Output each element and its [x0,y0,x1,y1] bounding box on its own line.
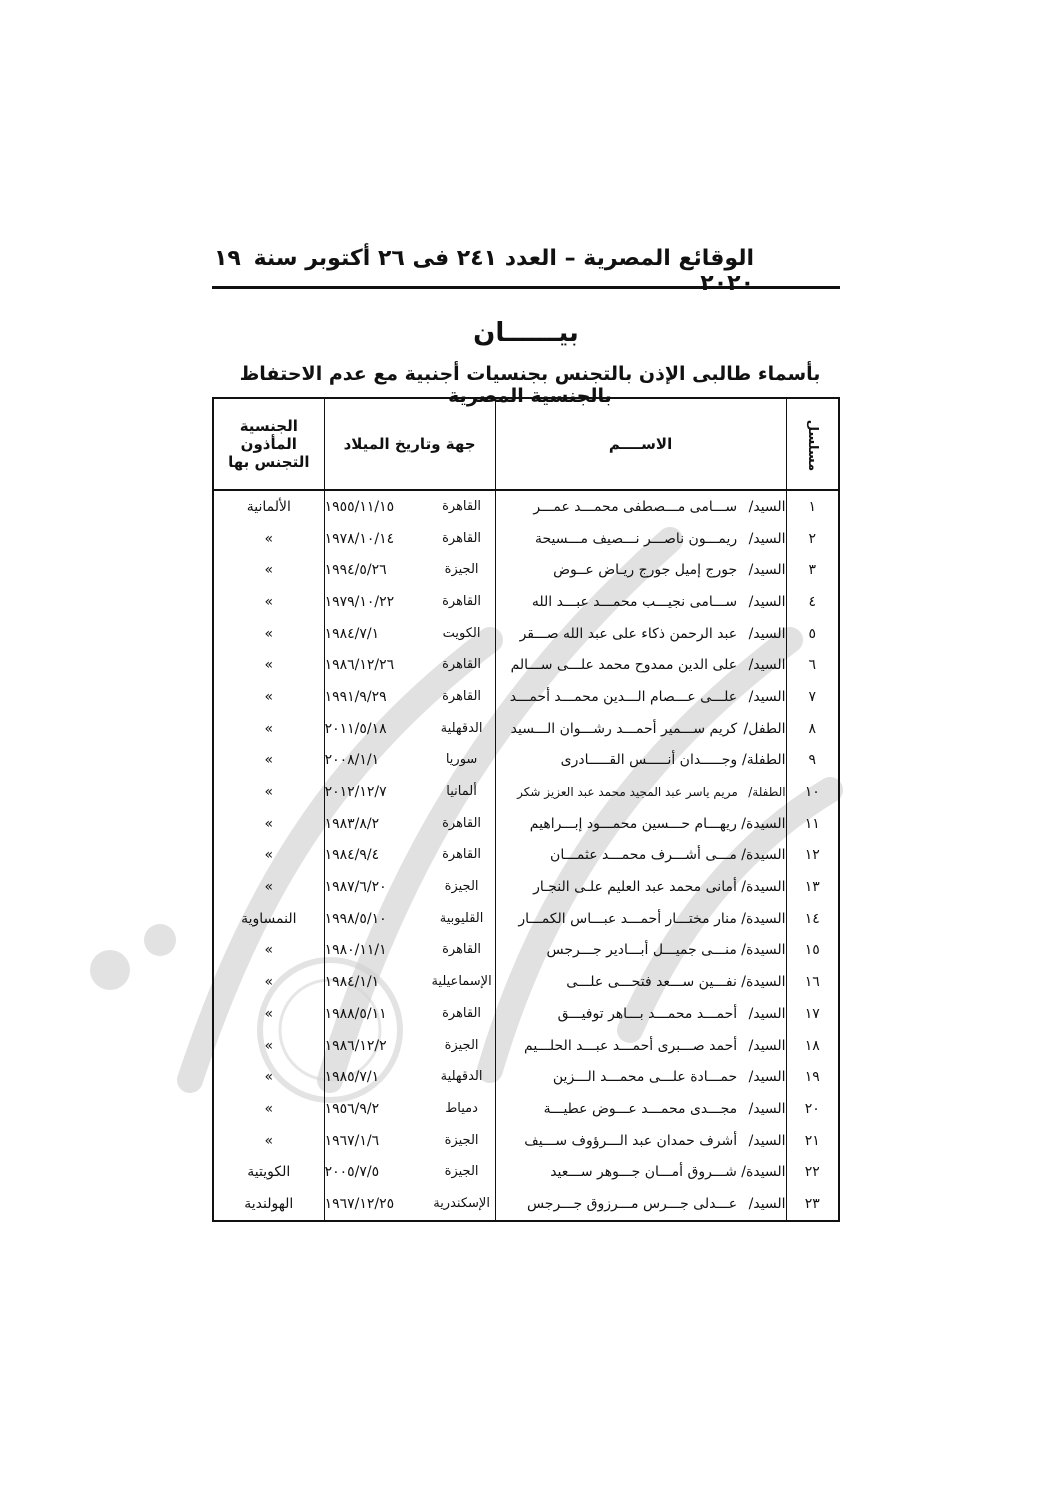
birth-date: ١٩٨٥/٧/١ [324,1069,380,1086]
page-number: ١٩ [214,246,241,271]
nationality-cell: » [264,974,274,991]
birth-date: ٢٠١١/٥/١٨ [324,720,387,737]
birth-date: ١٩٩١/٩/٢٩ [324,688,387,705]
honorific: السيد/ [748,593,786,610]
nationality-cell: » [264,657,274,674]
birth-place: القليوبية [439,910,484,926]
birth-date: ٢٠١٢/١٢/٧ [324,784,387,801]
serial-number: ١٢ [786,840,839,872]
table-row [213,618,839,650]
nationality-cell: » [264,1132,274,1149]
full-name: أمانى محمد عبد العليم علـى النجـار [533,879,737,896]
table-row [213,998,839,1030]
birth-place: القاهرة [442,530,482,546]
birth-cell [324,649,495,681]
full-name: على الدين ممدوح محمد علـــى ســـالم [510,657,738,674]
serial-number: ٩ [786,745,839,777]
birth-cell [324,903,495,935]
name-cell [495,935,786,967]
birth-cell [324,554,495,586]
nationality-cell: » [264,593,274,610]
nationality-cell: الألمانية [246,498,291,515]
nationality-cell: » [264,1069,274,1086]
serial-number: ١٤ [786,903,839,935]
nationality-cell: النمساوية [241,910,297,927]
birth-date: ١٩٨٧/٦/٢٠ [324,879,387,896]
heading-text: بيــــــان [473,318,579,348]
honorific: السيد/ [748,562,786,579]
nationality-cell: الهولندية [244,1195,294,1212]
table-row [213,554,839,586]
name-cell [495,745,786,777]
nationality-cell: » [264,1037,274,1054]
serial-number: ١٨ [786,1030,839,1062]
honorific: السيدة/ [741,847,786,864]
honorific: السيدة/ [741,974,786,991]
nationality-cell: » [264,1005,274,1022]
serial-number: ٦ [786,649,839,681]
serial-number: ٣ [786,554,839,586]
honorific: السيد/ [748,1037,786,1054]
birth-place: الجيزة [444,1132,479,1148]
birth-place: القاهرة [442,593,482,609]
birth-date: ١٩٨٨/٥/١١ [324,1005,387,1022]
birth-date: ١٩٨٤/١/١ [324,974,380,991]
header-nationality-line1: الجنسية المأذون [239,417,298,453]
birth-cell [324,966,495,998]
full-name: جورج إميل جورج ريـاض عــوض [553,562,738,579]
name-cell [495,808,786,840]
birth-date: ١٩٨٠/١١/١ [324,942,387,959]
birth-cell [324,998,495,1030]
birth-date: ١٩٥٥/١١/١٥ [324,498,395,515]
birth-place: دمياط [445,1100,478,1116]
full-name: ســـامى نجيـــب محمـــد عبـــد الله [531,593,738,610]
honorific: السيد/ [748,657,786,674]
table-row [213,523,839,555]
header-name: الاســــم [495,398,786,490]
serial-number: ٨ [786,713,839,745]
birth-cell [324,840,495,872]
table-row [213,681,839,713]
name-cell [495,1093,786,1125]
birth-place: الدقهلية [440,1069,483,1085]
birth-cell [324,871,495,903]
table-row [213,935,839,967]
birth-date: ١٩٨٦/١٢/٢ [324,1037,387,1054]
birth-place: القاهرة [442,688,482,704]
birth-date: ١٩٩٨/٥/١٠ [324,910,387,927]
serial-number: ٥ [786,618,839,650]
nationality-cell: » [264,942,274,959]
name-cell [495,681,786,713]
full-name: مجـــدى محمـــد عـــوض عطيـــة [543,1100,738,1117]
name-cell [495,618,786,650]
honorific: السيد/ [748,688,786,705]
serial-number: ٢٠ [786,1093,839,1125]
nationality-cell: » [264,562,274,579]
name-cell [495,871,786,903]
birth-cell [324,681,495,713]
birth-cell [324,1156,495,1188]
nationality-cell: » [264,815,274,832]
serial-number: ٢١ [786,1125,839,1157]
honorific: السيدة/ [741,815,786,832]
serial-number: ٧ [786,681,839,713]
full-name: أحمد صـــبرى أحمـــد عبـــد الحلـــيم [524,1037,738,1054]
table-row [213,745,839,777]
name-cell [495,903,786,935]
serial-number: ١٩ [786,1061,839,1093]
honorific: السيد/ [748,1100,786,1117]
birth-date: ٢٠٠٨/١/١ [324,752,380,769]
full-name: ســـامى مـــصطفى محمـــد عمـــر [533,498,738,515]
birth-date: ١٩٧٨/١٠/١٤ [324,530,395,547]
birth-date: ١٩٧٩/١٠/٢٢ [324,593,395,610]
table-row [213,1093,839,1125]
table-row [213,1188,839,1221]
table-row [213,871,839,903]
honorific: السيد/ [748,1069,786,1086]
birth-place: الإسكندرية [433,1195,490,1211]
serial-number: ١٦ [786,966,839,998]
birth-date: ١٩٨٤/٩/٤ [324,847,380,864]
table-row [213,713,839,745]
birth-place: الجيزة [444,562,479,578]
table-row [213,1030,839,1062]
table-row [213,966,839,998]
honorific: الطفل/ [743,720,786,737]
honorific: السيد/ [748,498,786,515]
birth-place: الجيزة [444,1164,479,1180]
honorific: السيد/ [748,1132,786,1149]
name-cell [495,1188,786,1221]
birth-cell [324,745,495,777]
serial-number: ١٥ [786,935,839,967]
table-body [213,490,839,1221]
serial-number: ٤ [786,586,839,618]
birth-date: ١٩٨٦/١٢/٢٦ [324,657,395,674]
nationality-cell: » [264,688,274,705]
birth-cell [324,586,495,618]
nationality-cell: الكويتية [247,1164,291,1181]
full-name: عـــدلى جـــرس مـــرزوق جـــرجس [526,1195,738,1212]
name-cell [495,1125,786,1157]
full-name: حمـــادة علـــى محمـــد الـــزين [552,1069,738,1086]
full-name: منـــى جميـــل أبـــادير جـــرجس [546,942,737,959]
name-cell [495,776,786,808]
birth-place: سوريا [445,752,478,768]
table-row [213,808,839,840]
full-name: ريهـــام حـــسين محمـــود إبـــراهيم [529,815,737,832]
birth-place: القاهرة [442,498,482,514]
birth-date: ١٩٩٤/٥/٢٦ [324,562,387,579]
birth-cell [324,1061,495,1093]
nationality-cell: » [264,1100,274,1117]
nationality-cell: » [264,720,274,737]
birth-cell [324,1093,495,1125]
birth-cell [324,1188,495,1221]
name-cell [495,586,786,618]
nationality-cell: » [264,625,274,642]
nationality-cell: » [264,879,274,896]
birth-cell [324,776,495,808]
name-cell [495,966,786,998]
honorific: السيد/ [748,1195,786,1212]
honorific: السيد/ [748,1005,786,1022]
name-cell [495,1030,786,1062]
nationality-cell: » [264,752,274,769]
nationality-cell: » [264,530,274,547]
birth-cell [324,523,495,555]
birth-date: ١٩٨٣/٨/٢ [324,815,380,832]
full-name: أشرف حمدان عبد الـــرؤوف ســـيف [524,1132,738,1149]
birth-place: ألمانيا [446,784,477,800]
honorific: السيدة/ [741,910,786,927]
full-name: شـــروق أمـــان جـــوهر ســـعيد [550,1164,737,1181]
birth-date: ١٩٥٦/٩/٢ [324,1100,380,1117]
full-name: ريمـــون ناصـــر نـــصيف مـــسيحة [535,530,738,547]
table-row [213,776,839,808]
header-serial: مسلسل [786,398,839,490]
birth-place: الجيزة [444,1037,479,1053]
full-name: علـــى عـــصام الـــدين محمـــد أحمـــد [509,688,738,705]
birth-date: ٢٠٠٥/٧/٥ [324,1164,380,1181]
name-cell [495,490,786,523]
name-cell [495,649,786,681]
table-row [213,903,839,935]
honorific: السيد/ [748,530,786,547]
birth-place: القاهرة [442,847,482,863]
full-name: وجـــــدان أنـــــس القـــــادرى [560,752,738,769]
document-heading [0,318,1052,348]
table-row [213,490,839,523]
full-name: مريم ياسر عبد المجيد محمد عبد العزيز شكر [517,785,738,800]
serial-number: ٢ [786,523,839,555]
honorific: الطفلة/ [748,785,786,800]
table-row [213,1061,839,1093]
honorific: السيدة/ [741,879,786,896]
serial-number: ١٣ [786,871,839,903]
full-name: كريم ســـمير أحمـــد رشـــوان الـــسيد [510,720,738,737]
table-row [213,649,839,681]
birth-place: القاهرة [442,657,482,673]
full-name: منار مختـــار أحمـــد عبـــاس الكمـــار [518,910,737,927]
name-cell [495,840,786,872]
nationality-cell: » [264,784,274,801]
table-header-row [213,398,839,490]
honorific: السيدة/ [741,942,786,959]
name-cell [495,713,786,745]
birth-place: الكويت [442,625,481,641]
birth-cell [324,490,495,523]
nationality-cell: » [264,847,274,864]
serial-number: ٢٢ [786,1156,839,1188]
name-cell [495,523,786,555]
birth-date: ١٩٦٧/١/٦ [324,1132,380,1149]
gazette-header [212,240,840,296]
table-row [213,1156,839,1188]
name-cell [495,554,786,586]
full-name: نفـــين ســـعد فتحـــى علـــى [566,974,737,991]
full-name: مـــى أشـــرف محمـــد عثمـــان [550,847,737,864]
serial-number: ٢٣ [786,1188,839,1221]
full-name: عبد الرحمن ذكاء على عبد الله صـــقر [519,625,738,642]
honorific: السيدة/ [741,1164,786,1181]
table-row [213,586,839,618]
birth-date: ١٩٦٧/١٢/٢٥ [324,1195,395,1212]
header-birth: جهة وتاريخ الميلاد [324,398,495,490]
serial-number: ١٧ [786,998,839,1030]
name-cell [495,1156,786,1188]
table-row [213,1125,839,1157]
document-subtitle: بأسماء طالبى الإذن بالتجنس بجنسيات أجنبية مع عدم الاحتفاظ بالجنسية المصرية [239,363,821,407]
gazette-title: الوقائع المصرية – العدد ٢٤١ فى ٢٦ أكتوبر سنة ٢٠٢٠ [253,246,754,296]
birth-cell [324,1125,495,1157]
full-name: أحمـــد محمـــد بـــاهر توفيـــق [557,1005,738,1022]
birth-place: القاهرة [442,815,482,831]
header-nationality-line2: التجنس بها [228,453,310,471]
name-cell [495,1061,786,1093]
naturalization-table [212,397,840,1222]
serial-number: ١١ [786,808,839,840]
birth-cell [324,1030,495,1062]
birth-cell [324,618,495,650]
birth-place: الإسماعيلية [431,974,492,990]
serial-number: ١٠ [786,776,839,808]
birth-cell [324,808,495,840]
birth-place: القاهرة [442,942,482,958]
birth-place: القاهرة [442,1005,482,1021]
birth-cell [324,713,495,745]
header-nationality [213,398,324,490]
birth-place: الجيزة [444,879,479,895]
serial-number: ١ [786,490,839,523]
honorific: السيد/ [748,625,786,642]
name-cell [495,998,786,1030]
honorific: الطفلة/ [741,752,786,769]
birth-cell [324,935,495,967]
table-row [213,840,839,872]
birth-date: ١٩٨٤/٧/١ [324,625,380,642]
birth-place: الدقهلية [440,720,483,736]
